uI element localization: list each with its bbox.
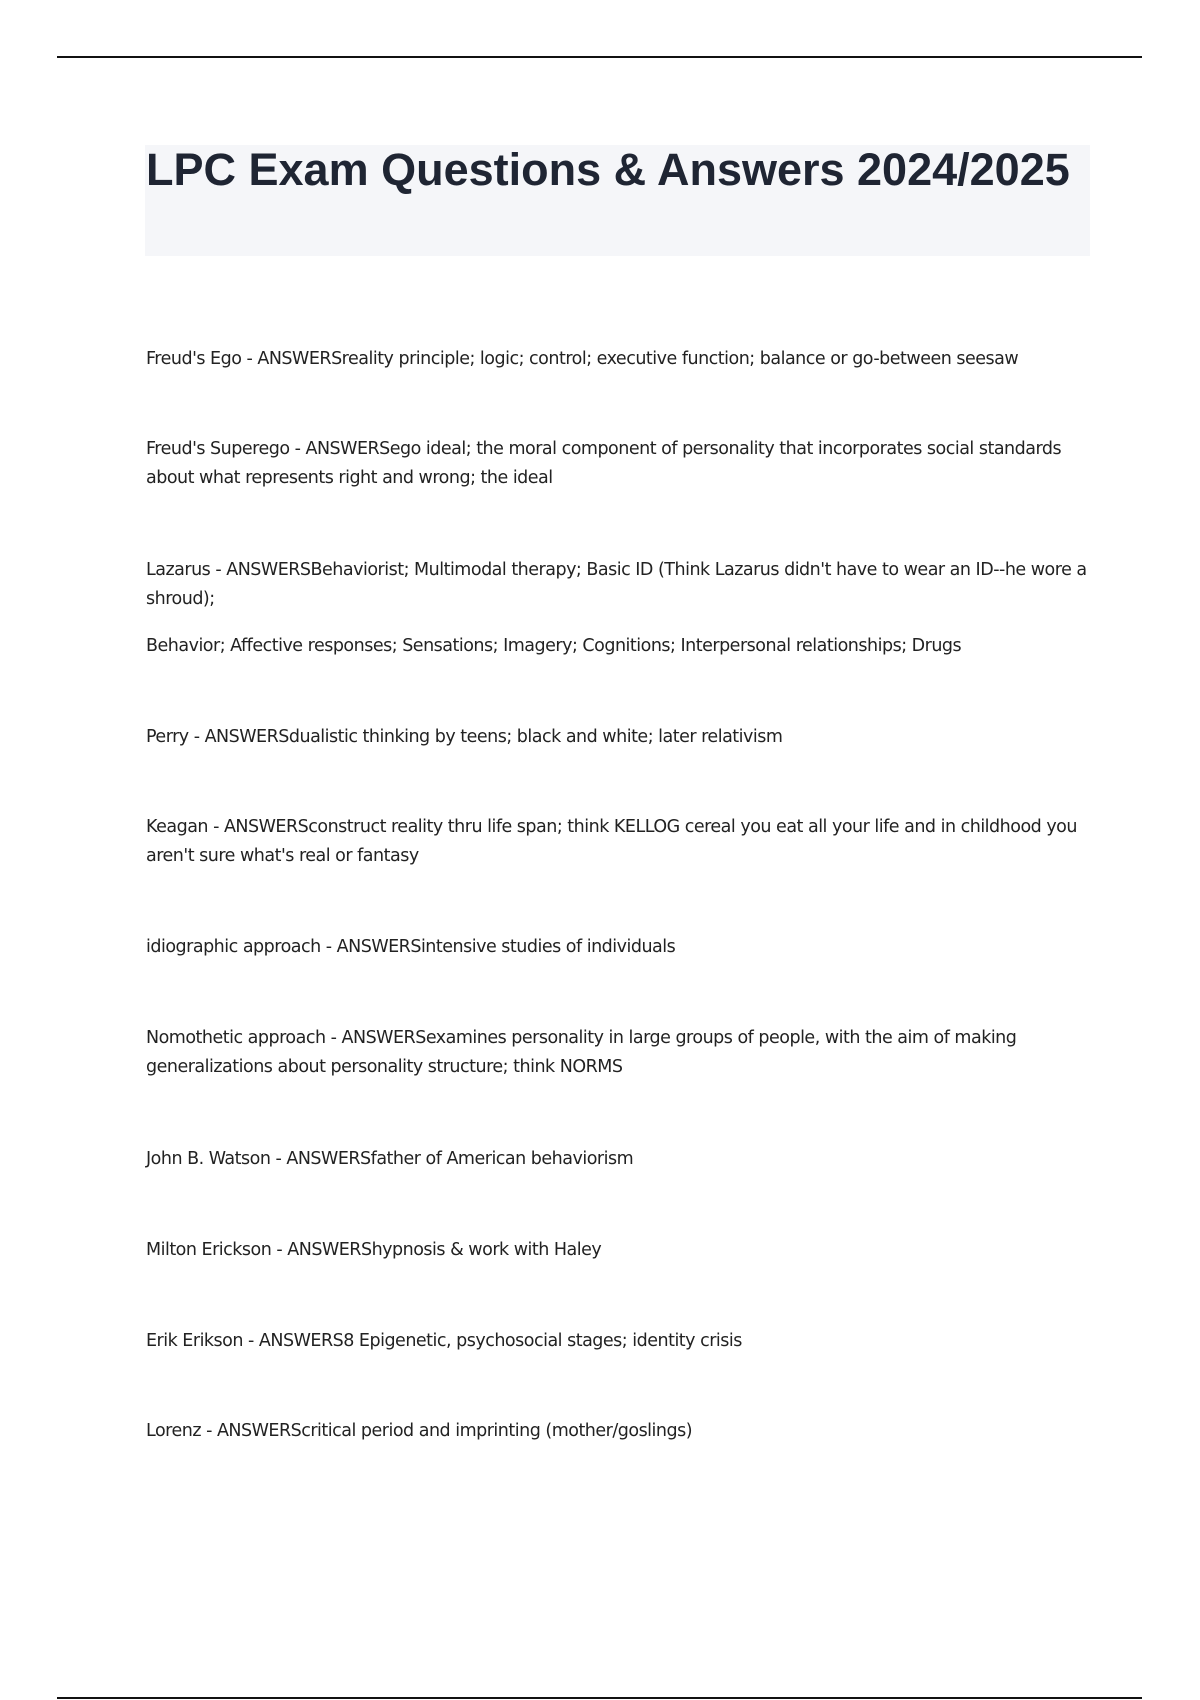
qa-entry-lorenz: Lorenz - ANSWERScritical period and imprinting (mother/goslings) xyxy=(146,1421,693,1441)
qa-entry-freud-ego: Freud's Ego - ANSWERSreality principle; logic; control; executive function; balance or go-between seesaw xyxy=(146,349,1019,369)
qa-entry-idiographic: idiographic approach - ANSWERSintensive studies of individuals xyxy=(146,937,676,957)
document-title: LPC Exam Questions & Answers 2024/2025 xyxy=(146,144,1070,195)
qa-entry-erikson: Erik Erikson - ANSWERS8 Epigenetic, psychosocial stages; identity crisis xyxy=(146,1331,742,1351)
qa-entry-keagan: Keagan - ANSWERSconstruct reality thru life span; think KELLOG cereal you eat all your life and in childhood you aren't sure what's real or fantasy xyxy=(146,817,1077,866)
qa-entry-lazarus-continued: Behavior; Affective responses; Sensations; Imagery; Cognitions; Interpersonal relationships; Drugs xyxy=(146,636,962,656)
qa-entry-nomothetic: Nomothetic approach - ANSWERSexamines personality in large groups of people, with the aim of making generalizations about personality structure; think NORMS xyxy=(146,1028,1017,1077)
qa-entry-perry: Perry - ANSWERSdualistic thinking by teens; black and white; later relativism xyxy=(146,727,783,747)
qa-entry-freud-superego: Freud's Superego - ANSWERSego ideal; the moral component of personality that incorporates social standards about what represents right and wrong; the ideal xyxy=(146,439,1062,488)
top-divider xyxy=(57,56,1142,58)
qa-entry-watson: John B. Watson - ANSWERSfather of American behaviorism xyxy=(146,1149,634,1169)
qa-entry-lazarus: Lazarus - ANSWERSBehaviorist; Multimodal therapy; Basic ID (Think Lazarus didn't have to wear an ID--he wore a shroud); xyxy=(146,560,1087,609)
bottom-divider xyxy=(57,1697,1142,1699)
qa-entry-erickson: Milton Erickson - ANSWERShypnosis & work with Haley xyxy=(146,1240,602,1260)
